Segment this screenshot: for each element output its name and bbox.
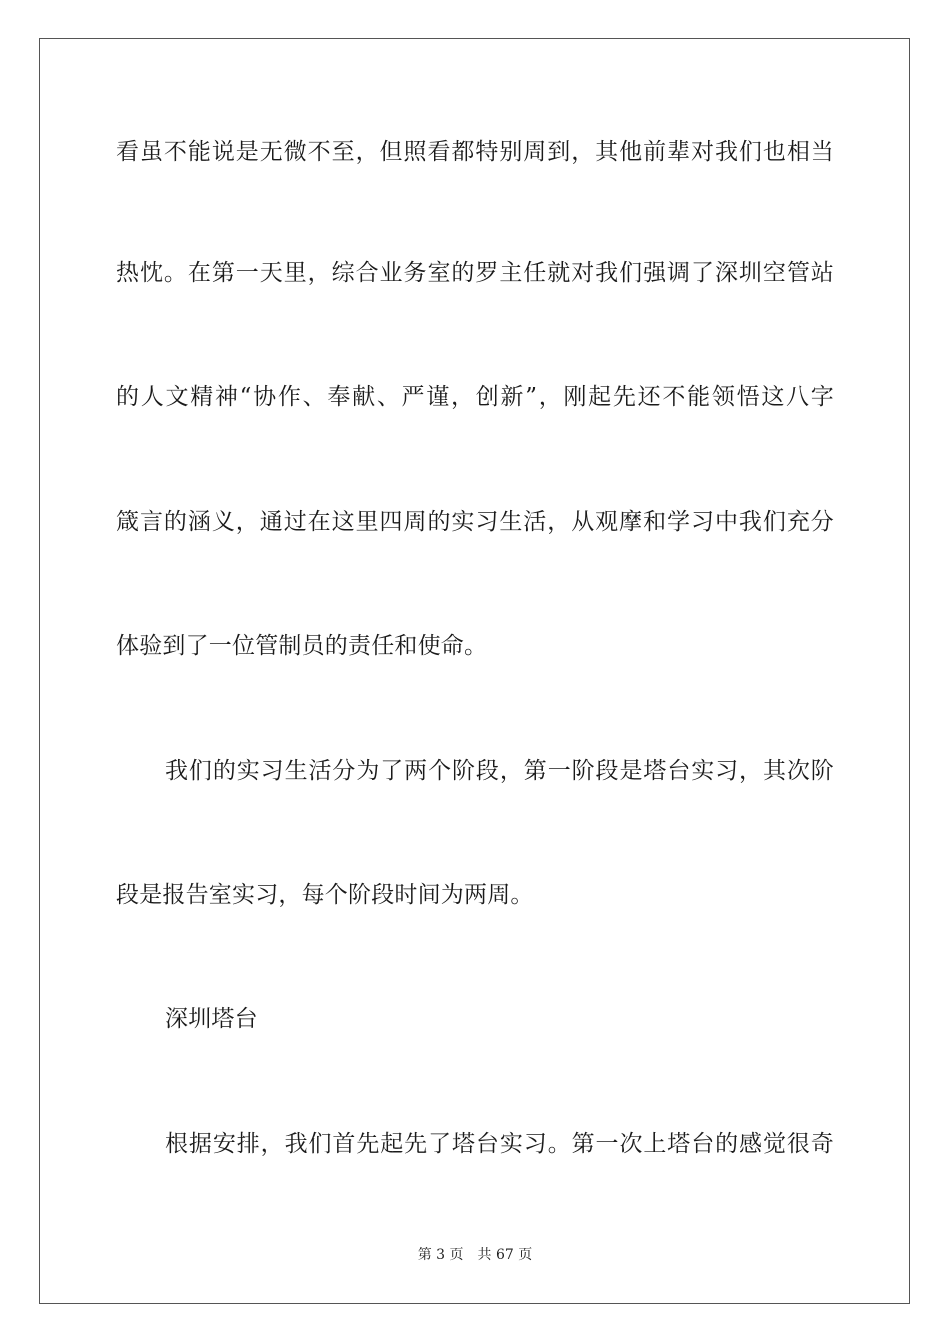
page-number: 第 3 页 (417, 1247, 464, 1263)
page-footer (0, 1246, 950, 1264)
body-text-line: 体验到了一位管制员的责任和使命。 (116, 633, 488, 659)
body-text-line: 段是报告室实习，每个阶段时间为两周。 (116, 882, 534, 908)
section-heading: 深圳塔台 (165, 1006, 258, 1032)
body-text-line: 热忱。在第一天里，综合业务室的罗主任就对我们强调了深圳空管站 (116, 260, 834, 286)
body-text-line: 根据安排，我们首先起先了塔台实习。第一次上塔台的感觉很奇 (165, 1131, 834, 1157)
total-pages: 共 67 页 (477, 1247, 533, 1263)
body-text-line: 我们的实习生活分为了两个阶段，第一阶段是塔台实习，其次阶 (165, 758, 834, 784)
body-text-line: 箴言的涵义，通过在这里四周的实习生活，从观摩和学习中我们充分 (116, 509, 834, 535)
body-text-line: 的人文精神“协作、奉献、严谨，创新”，刚起先还不能领悟这八字 (116, 384, 834, 410)
page-frame (39, 38, 910, 1304)
body-text-line: 看虽不能说是无微不至，但照看都特别周到，其他前辈对我们也相当 (116, 139, 834, 165)
